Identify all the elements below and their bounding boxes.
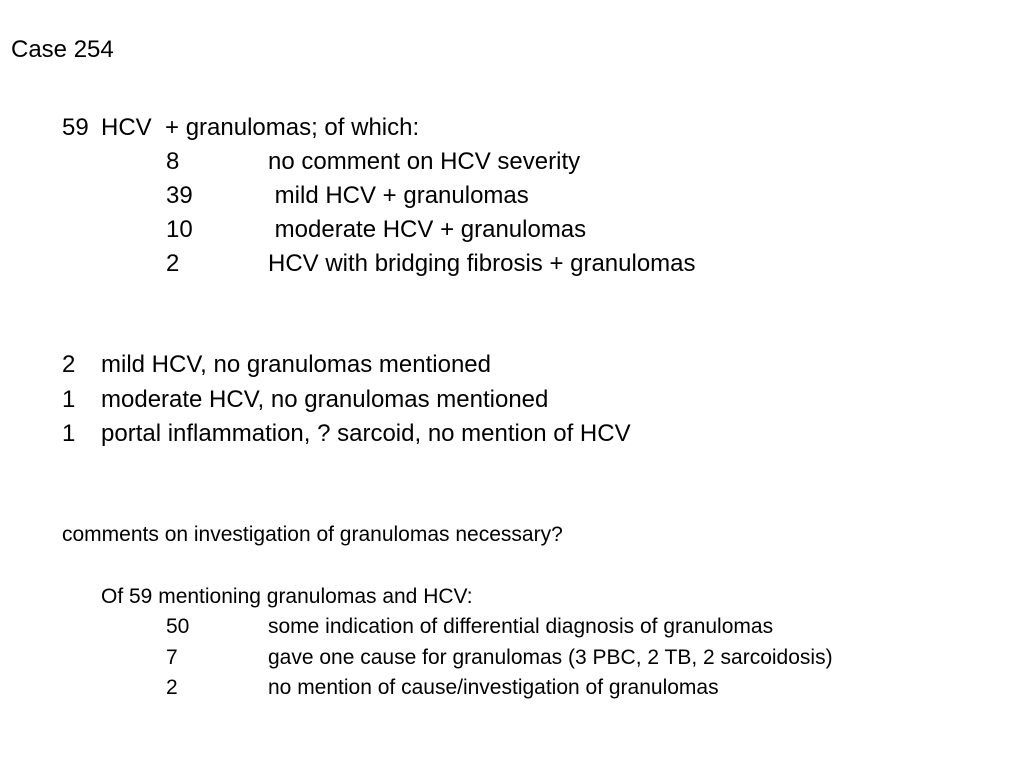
- section1-item-count: 2: [166, 250, 180, 277]
- section1-label: HCV + granulomas; of which:: [101, 114, 420, 141]
- section3-subheading: Of 59 mentioning granulomas and HCV:: [101, 585, 473, 608]
- section2-item-text: moderate HCV, no granulomas mentioned: [101, 386, 549, 413]
- section1-item-text: HCV with bridging fibrosis + granulomas: [268, 250, 696, 277]
- section3-item-count: 2: [166, 676, 178, 699]
- section3-item-count: 7: [166, 646, 178, 669]
- section1-count: 59: [62, 114, 89, 141]
- section1-item-count: 8: [166, 148, 180, 175]
- section3-item-count: 50: [166, 615, 190, 638]
- section1-item-count: 10: [166, 216, 193, 243]
- section2-item-text: portal inflammation, ? sarcoid, no mention of HCV: [101, 420, 631, 447]
- section2-item-text: mild HCV, no granulomas mentioned: [101, 351, 491, 378]
- slide-title: Case 254: [11, 36, 114, 63]
- section3-item-text: gave one cause for granulomas (3 PBC, 2 TB, 2 sarcoidosis): [268, 646, 833, 669]
- section2-item-count: 2: [62, 351, 76, 378]
- section2-item-count: 1: [62, 420, 76, 447]
- section3-item-text: no mention of cause/investigation of granulomas: [268, 676, 719, 699]
- section1-item-text: moderate HCV + granulomas: [268, 216, 587, 243]
- section1-item-text: mild HCV + granulomas: [268, 182, 529, 209]
- section2-item-count: 1: [62, 386, 76, 413]
- section1-item-count: 39: [166, 182, 193, 209]
- section3-item-text: some indication of differential diagnosis of granulomas: [268, 615, 774, 638]
- section1-item-text: no comment on HCV severity: [268, 148, 581, 175]
- section3-question: comments on investigation of granulomas necessary?: [62, 523, 563, 546]
